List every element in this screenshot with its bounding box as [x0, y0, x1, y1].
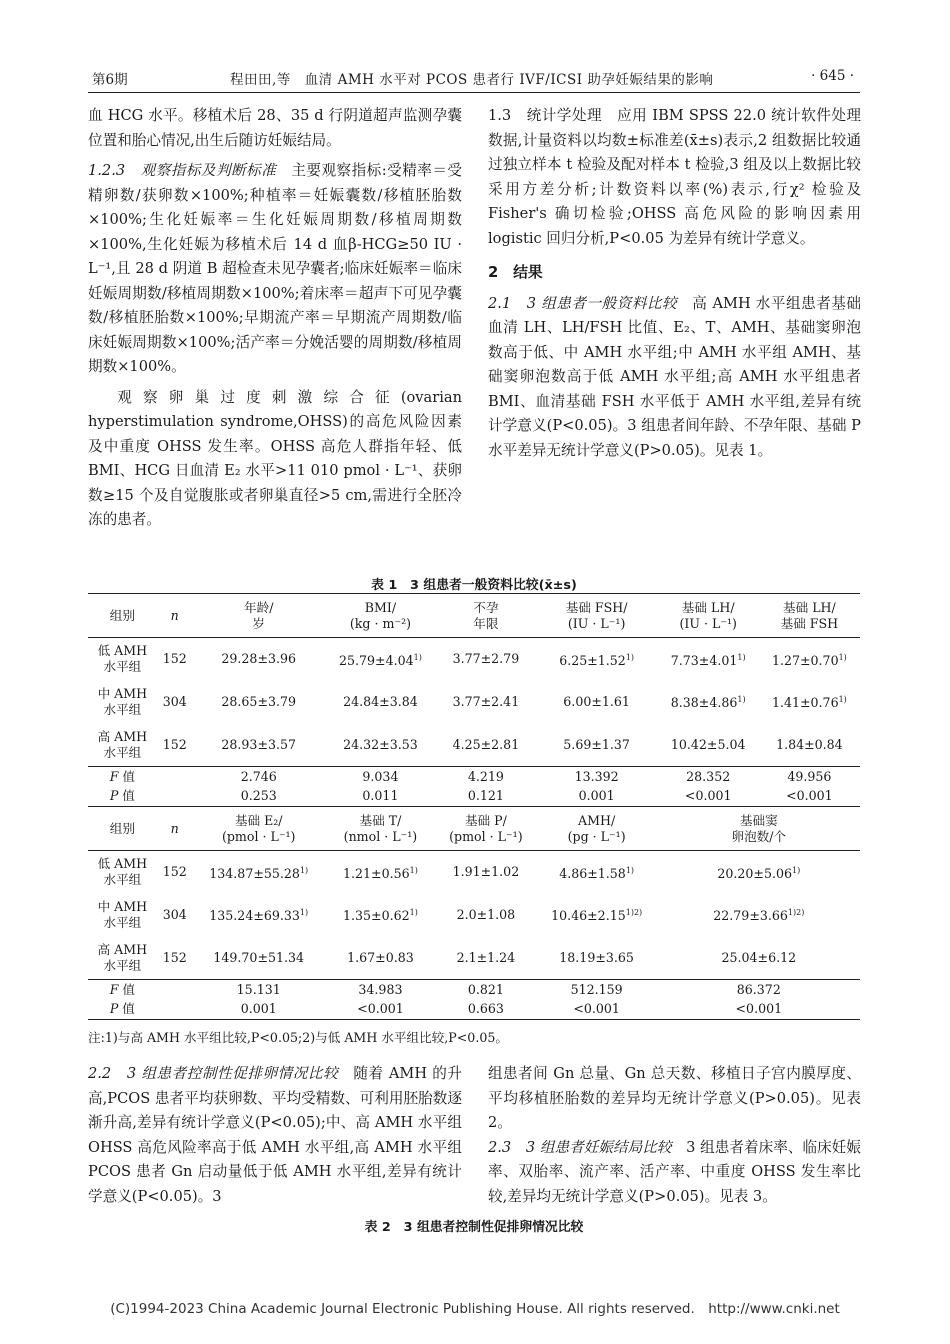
table-cell: 3.77±2.41 [452, 694, 520, 709]
table-cell: 34.983 [325, 980, 436, 1000]
running-title: 程田田,等 血清 AMH 水平对 PCOS 患者行 IVF/ICSI 助孕妊娠结果的影响 [230, 72, 714, 88]
issue-number: 第6期 [92, 72, 128, 88]
table-header-row [88, 594, 860, 638]
table-cell: <0.001 [325, 1000, 436, 1020]
table-cell: $1.21\pm 0.56^{1)}$ [343, 865, 418, 881]
table-row [88, 724, 860, 767]
table-row [88, 937, 860, 980]
table-cell: $4.86\pm 1.58^{1)}$ [559, 865, 635, 881]
table-cell: <0.001 [786, 788, 833, 804]
table-cell: 0.121 [467, 788, 504, 804]
table-cell [157, 1000, 193, 1020]
table-cell: 6.00±1.61 [563, 694, 630, 709]
table-1 [88, 593, 860, 1020]
cell-text: 基础 LH/ 基础 FSH [780, 599, 839, 631]
table-cell: 13.392 [536, 767, 658, 787]
table-row [88, 851, 860, 894]
cell-text: 基础 LH/ (IU · L⁻¹) [679, 599, 737, 631]
table-header-cell [88, 807, 157, 851]
table-cell [157, 767, 193, 787]
table-cell: 49.956 [759, 767, 860, 787]
table-cell: $6.25\pm 1.52^{1)}$ [559, 652, 635, 668]
table-cell: $135.24\pm 69.33^{1)}$ [209, 908, 309, 924]
table-cell: $1.41\pm 0.76^{1)}$ [771, 695, 847, 711]
table-cell: <0.001 [536, 1000, 658, 1020]
table-header-cell [759, 594, 860, 638]
table-cell: P 值 [109, 788, 135, 804]
table-header-cell [193, 807, 325, 851]
table-cell: $20.20\pm 5.06^{1)}$ [717, 865, 801, 881]
table-cell [88, 681, 157, 724]
table-row [88, 894, 860, 937]
subsection-heading: 1.2.3 观察指标及判断标准 [88, 162, 277, 179]
table-cell: P 值 [88, 1000, 157, 1020]
table-cell: 152 [162, 949, 187, 965]
section-heading: 2 结果 [488, 264, 543, 281]
cell-text: n [170, 820, 179, 836]
table-header-cell [536, 594, 658, 638]
table-cell: $8.38\pm 4.86^{1)}$ [670, 695, 746, 711]
table-cell: 304 [162, 907, 187, 922]
table-row [88, 638, 860, 681]
table-cell: F 值 [88, 980, 157, 1000]
cell-text: 中 AMH 水平组 [97, 899, 148, 930]
subsection-heading: 2.2 3 组患者控制性促排卵情况比较 [88, 1065, 339, 1082]
stat-symbol: P [109, 788, 119, 804]
table-cell: 149.70±51.34 [213, 949, 305, 965]
table-cell [88, 937, 157, 980]
table-note: 注:1)与高 AMH 水平组比较,P<0.05;2)与低 AMH 水平组比较,P<0.05。 [88, 1030, 508, 1045]
paragraph-body: 随着 AMH 的升高,PCOS 患者平均获卵数、平均受精数、可利用胚胎数逐渐升高,差异有统计学意义(P<0.05);中、高 AMH 水平组 OHSS 高危风险率高于低 AMH 水平组,高 AMH 水平组 PCOS 患者 Gn 启动量低于低 AMH 水平组,差异有统计学意义(P<0.05)。3 [88, 1065, 462, 1205]
table-header-cell [436, 594, 535, 638]
copyright-footer: (C)1994-2023 China Academic Journal Electronic Publishing House. All rights reserved. http://www.cnki.net [110, 1301, 840, 1317]
table-cell: 5.69±1.37 [563, 736, 630, 752]
table-cell: 1.84±0.84 [776, 736, 843, 752]
table-header-cell [157, 594, 193, 638]
table-cell: 152 [162, 864, 187, 880]
paragraph [88, 159, 462, 380]
table-cell: $10.46\pm 2.15^{1)2)}$ [551, 908, 643, 924]
stat-symbol: F [109, 981, 119, 997]
subsection-heading: 2.1 3 组患者一般资料比较 [488, 294, 678, 312]
lower-left-column [88, 1062, 462, 1209]
cell-text: 组别 [109, 607, 135, 623]
table-header-cell [658, 807, 860, 851]
paragraph-body: 高 AMH 水平组患者基础血清 LH、LH/FSH 比值、E₂、T、AMH、基础窦卵泡数高于低、中 AMH 水平组;中 AMH 水平组 AMH、基础窦卵泡数高于低 AMH 水平组;高 AMH 水平组患者 BMI、血清基础 FSH 水平低于 AMH 水平组,差异有统计学意义(P<0.05)。3 组患者间年龄、不孕年限、基础 P 水平差异无统计学意义(P>0.05)。见表 1。 [488, 294, 861, 459]
right-column [488, 104, 861, 463]
table-cell: 152 [162, 736, 187, 752]
table-header-cell [88, 594, 157, 638]
paragraph: 血 HCG 水平。移植术后 28、35 d 行阴道超声监测孕囊位置和胎心情况,出生后随访妊娠结局。 [88, 107, 462, 149]
cell-text: 低 AMH 水平组 [97, 643, 148, 675]
cell-text: 基础窦 卵泡数/个 [731, 812, 787, 844]
subsection-heading: 2.3 3 组患者妊娠结局比较 [488, 1138, 672, 1156]
table-cell: 0.001 [578, 788, 615, 804]
table-cell: <0.001 [658, 1000, 860, 1020]
cell-text: 高 AMH 水平组 [97, 728, 148, 760]
stat-symbol: P [109, 1001, 119, 1017]
table-cell: 9.034 [325, 767, 436, 787]
cell-text: 基础 P/ (pmol · L⁻¹) [449, 812, 523, 844]
cell-text: 高 AMH 水平组 [97, 941, 148, 973]
stat-symbol: F [109, 768, 119, 784]
table-cell: 25.04±6.12 [721, 949, 797, 965]
table-cell: 0.001 [193, 1000, 325, 1020]
table-cell: 24.32±3.53 [343, 736, 418, 752]
table-cell: 29.28±3.96 [221, 651, 297, 667]
table-cell: 28.93±3.57 [221, 736, 297, 752]
table-cell: 2.1±1.24 [456, 949, 516, 965]
table-row-p [88, 787, 860, 807]
table-header-cell [325, 807, 436, 851]
table-header-cell [436, 807, 535, 851]
table-cell: 28.352 [658, 767, 759, 787]
subsection-heading: 1.3 统计学处理 [488, 107, 603, 124]
table-cell [88, 724, 157, 767]
table-cell: $1.35\pm 0.62^{1)}$ [343, 908, 418, 924]
cell-text: 不孕 年限 [473, 599, 499, 631]
table-cell: <0.001 [684, 788, 732, 804]
table-1-caption: 表 1 3 组患者一般资料比较(x̄±s) [371, 578, 577, 593]
cell-text: 基础 FSH/ (IU · L⁻¹) [565, 599, 628, 631]
table-cell: 1.67±0.83 [347, 949, 414, 965]
table-row-f [88, 767, 860, 787]
table-cell: $134.87\pm 55.28^{1)}$ [209, 865, 309, 881]
paragraph-body: 应用 IBM SPSS 22.0 统计软件处理数据,计量资料以均数±标准差(x̄±s)表示,2 组数据比较通过独立样本 t 检验及配对样本 t 检验,3 组及以上数据比较采用方差分析;计数资料以率(%)表示,行χ² 检验及 Fisher's 确切检验;OHSS 高危风险的影响因素用 logistic 回归分析,P<0.05 为差异有统计学意义。 [488, 107, 861, 247]
table-cell: 0.663 [436, 1000, 535, 1020]
table-header-cell [658, 594, 759, 638]
table-cell: 0.253 [240, 788, 277, 804]
table-row-p [88, 1000, 860, 1020]
table-cell: $1.27\pm 0.70^{1)}$ [771, 652, 847, 668]
page-number: · 645 · [811, 68, 854, 84]
table-header-row [88, 807, 860, 851]
table-cell: 28.65±3.79 [221, 694, 297, 709]
table-cell: 152 [162, 651, 187, 667]
paragraph: 组患者间 Gn 总量、Gn 总天数、移植日子宫内膜厚度、平均移植胚胎数的差异均无统计学意义(P>0.05)。见表 2。 [488, 1065, 861, 1131]
cell-text: BMI/ (kg · m⁻²) [349, 599, 412, 631]
paragraph [88, 1062, 462, 1209]
table-cell: 2.0±1.08 [456, 907, 516, 922]
table-cell [88, 638, 157, 681]
paragraph [488, 1136, 861, 1210]
table-2-caption: 表 2 3 组患者控制性促排卵情况比较 [364, 1220, 584, 1235]
paragraph: 观察卵巢过度刺激综合征(ovarian hyperstimulation syndrome,OHSS)的高危风险因素及中重度 OHSS 发生率。OHSS 高危人群指年轻、低 BMI、HCG 日血清 E₂ 水平>11 010 pmol · L⁻¹、获卵数≥15 个及自觉腹胀或者卵巢直径>5 cm,需进行全胚冷冻的患者。 [88, 388, 462, 528]
running-header [88, 66, 860, 93]
table-cell: 0.011 [362, 788, 399, 804]
cell-text: n [170, 607, 179, 623]
table-cell: 15.131 [193, 980, 325, 1000]
table-cell: 2.746 [193, 767, 325, 787]
table-cell: 3.77±2.79 [452, 651, 520, 667]
table-cell [88, 894, 157, 937]
table-cell: $22.79\pm 3.66^{1)2)}$ [713, 908, 805, 924]
table-header-cell [157, 807, 193, 851]
cell-text: 低 AMH 水平组 [97, 856, 148, 888]
paragraph-body: 主要观察指标:受精率＝受精卵数/获卵数×100%;种植率＝妊娠囊数/移植胚胎数×100%;生化妊娠率＝生化妊娠周期数/移植周期数×100%,生化妊娠为移植术后 14 d 血β-HCG≥50 IU · L⁻¹,且 28 d 阴道 B 超检查未见孕囊者;临床妊娠率＝临床妊娠周期数/移植周期数×100%;着床率＝超声下可见孕囊数/移植胚胎数×100%;早期流产率＝早期流产周期数/临床妊娠周期数×100%;活产率＝分娩活婴的周期数/移植周期数×100%。 [88, 162, 462, 375]
table-cell [157, 787, 193, 807]
table-cell: $25.79\pm 4.04^{1)}$ [339, 652, 422, 668]
table-cell: 1.91±1.02 [452, 864, 520, 880]
table-cell: 4.219 [436, 767, 535, 787]
table-cell: 24.84±3.84 [343, 694, 418, 709]
table-row-f [88, 980, 860, 1000]
table-cell [157, 980, 193, 1000]
table-cell: 10.42±5.04 [670, 736, 746, 752]
table-row [88, 681, 860, 724]
table-cell: 4.25±2.81 [452, 736, 520, 752]
table-cell: F 值 [88, 767, 157, 787]
table-header-cell [193, 594, 325, 638]
cell-text: 组别 [109, 820, 135, 836]
table-cell [88, 851, 157, 894]
left-column [88, 104, 462, 533]
cell-text: 中 AMH 水平组 [97, 686, 148, 717]
cell-text: AMH/ (pg · L⁻¹) [567, 812, 626, 844]
paragraph [488, 292, 861, 464]
table-cell: 18.19±3.65 [559, 949, 634, 965]
table-cell: 512.159 [536, 980, 658, 1000]
table-header-cell [536, 807, 658, 851]
paragraph [488, 104, 861, 251]
paragraph-body: 3 组患者着床率、临床妊娠率、双胎率、流产率、活产率、中重度 OHSS 发生率比较,差异均无统计学意义(P>0.05)。见表 3。 [488, 1138, 861, 1205]
cell-text: 基础 T/ (nmol · L⁻¹) [343, 812, 418, 844]
table-header-cell [325, 594, 436, 638]
cell-text: 年龄/ 岁 [244, 599, 274, 631]
table-cell: 0.821 [436, 980, 535, 1000]
table-cell: 304 [162, 694, 187, 709]
cell-text: 基础 E₂/ (pmol · L⁻¹) [221, 812, 296, 844]
table-cell: $7.73\pm 4.01^{1)}$ [670, 652, 746, 668]
lower-right-column [488, 1062, 861, 1209]
table-cell: 86.372 [658, 980, 860, 1000]
